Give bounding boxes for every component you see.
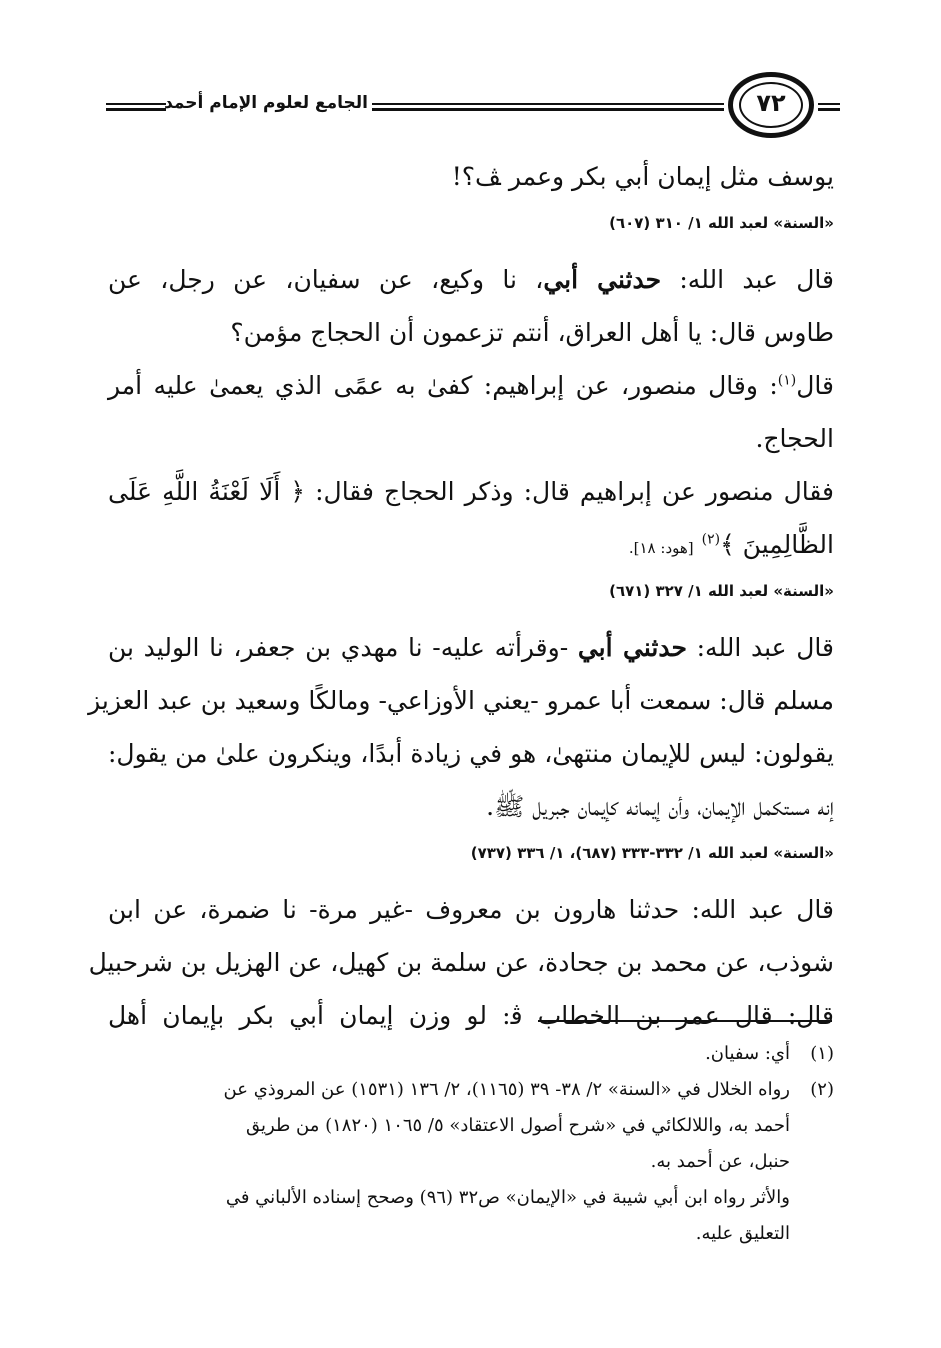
- text-line: يوسف مثل إيمان أبي بكر وعمر ﭫ؟!: [451, 162, 834, 191]
- footnote-text: أي: سفيان.: [705, 1043, 790, 1064]
- footnote-2: [108, 1072, 834, 1108]
- source-reference: «السنة» لعبد الله ١/ ٣٣٢-٣٣٣ (٦٨٧)، ١/ ٣٣٦ (٧٣٧): [470, 844, 834, 862]
- page-header: [100, 72, 840, 142]
- footnote-1: [108, 1036, 834, 1072]
- text-line: [108, 359, 834, 412]
- header-rule-left: [106, 103, 166, 111]
- page-number-ornament: [728, 72, 814, 138]
- footnote-continuation: والأثر رواه ابن أبي شيبة في «الإيمان» ص٣٢ (٩٦) وصحح إسناده الألباني في: [225, 1187, 790, 1208]
- footnote-number: (٢): [810, 1079, 834, 1100]
- main-text: [88, 150, 834, 1042]
- text-run: ، نا وكيع، عن سفيان، عن رجل، عن: [108, 265, 544, 294]
- quran-verse: الظَّالِمِينَ ﴾: [720, 530, 834, 559]
- header-rule-middle: [372, 103, 724, 111]
- text-line: فقال منصور عن إبراهيم قال: وذكر الحجاج فقال: ﴿ أَلَا لَعْنَةُ اللَّهِ عَلَى: [108, 477, 834, 506]
- text-line: [108, 253, 834, 306]
- footnote-number: (١): [810, 1043, 834, 1064]
- header-rule-right: [818, 103, 840, 111]
- footnotes: [108, 1036, 834, 1252]
- text-run: قال عبد الله:: [686, 633, 834, 662]
- footnote-continuation: التعليق عليه.: [695, 1223, 790, 1244]
- text-line: [108, 621, 834, 674]
- verse-reference: [هود: ١٨].: [628, 539, 694, 557]
- footnote-continuation: حنبل، عن أحمد به.: [650, 1151, 790, 1172]
- text-run: قال: [796, 371, 834, 400]
- text-line: إنه مستكمل الإيمان، وأن إيمانه كإيمان جبريل ﷺ.: [486, 792, 834, 821]
- text-line: شوذب، عن محمد بن جحادة، عن سلمة بن كهيل، عن الهزيل بن شرحبيل: [88, 948, 834, 977]
- text-line: يقولون: ليس للإيمان منتهىٰ، هو في زيادة أبدًا، وينكرون علىٰ من يقول:: [108, 739, 834, 768]
- footnote-text: رواه الخلال في «السنة» ٢/ ٣٨- ٣٩ (١١٦٥)، ٢/ ١٣٦ (١٥٣١) عن المروذي عن: [223, 1079, 790, 1100]
- source-reference: «السنة» لعبد الله ١/ ٣١٠ (٦٠٧): [609, 214, 834, 232]
- footnote-marker: (١): [777, 372, 797, 389]
- narrator-emphasis: حدثني أبي: [543, 265, 662, 294]
- text-line: [108, 518, 834, 571]
- text-line: قال: قال عمر بن الخطاب ﭬ: لو وزن إيمان أبي بكر بإيمان أهل: [108, 1001, 834, 1030]
- text-line: الحجاج.: [755, 424, 834, 453]
- footnote-marker: (٢): [701, 531, 721, 548]
- narrator-emphasis: حدثني أبي: [577, 633, 687, 662]
- text-run: قال عبد الله:: [661, 265, 834, 294]
- footnote-continuation: أحمد به، واللالكائي في «شرح أصول الاعتقاد» ٥/ ١٠٦٥ (١٨٢٠) من طريق: [246, 1115, 790, 1136]
- text-line: طاوس قال: يا أهل العراق، أنتم تزعمون أن الحجاج مؤمن؟: [230, 318, 834, 347]
- text-run: -وقرأته عليه- نا مهدي بن جعفر، نا الوليد بن: [108, 633, 578, 662]
- text-run: : وقال منصور، عن إبراهيم: كفىٰ به عمًى الذي يعمىٰ عليه أمر: [108, 371, 778, 400]
- text-line: مسلم قال: سمعت أبا عمرو -يعني الأوزاعي- ومالكًا وسعيد بن عبد العزيز: [88, 686, 834, 715]
- text-line: قال عبد الله: حدثنا هارون بن معروف -غير مرة- نا ضمرة، عن ابن: [108, 895, 834, 924]
- running-title: الجامع لعلوم الإمام أحمد: [164, 93, 368, 113]
- footnote-separator: [538, 1020, 832, 1022]
- page-number: ٧٢: [756, 89, 786, 117]
- source-reference: «السنة» لعبد الله ١/ ٣٢٧ (٦٧١): [609, 582, 834, 600]
